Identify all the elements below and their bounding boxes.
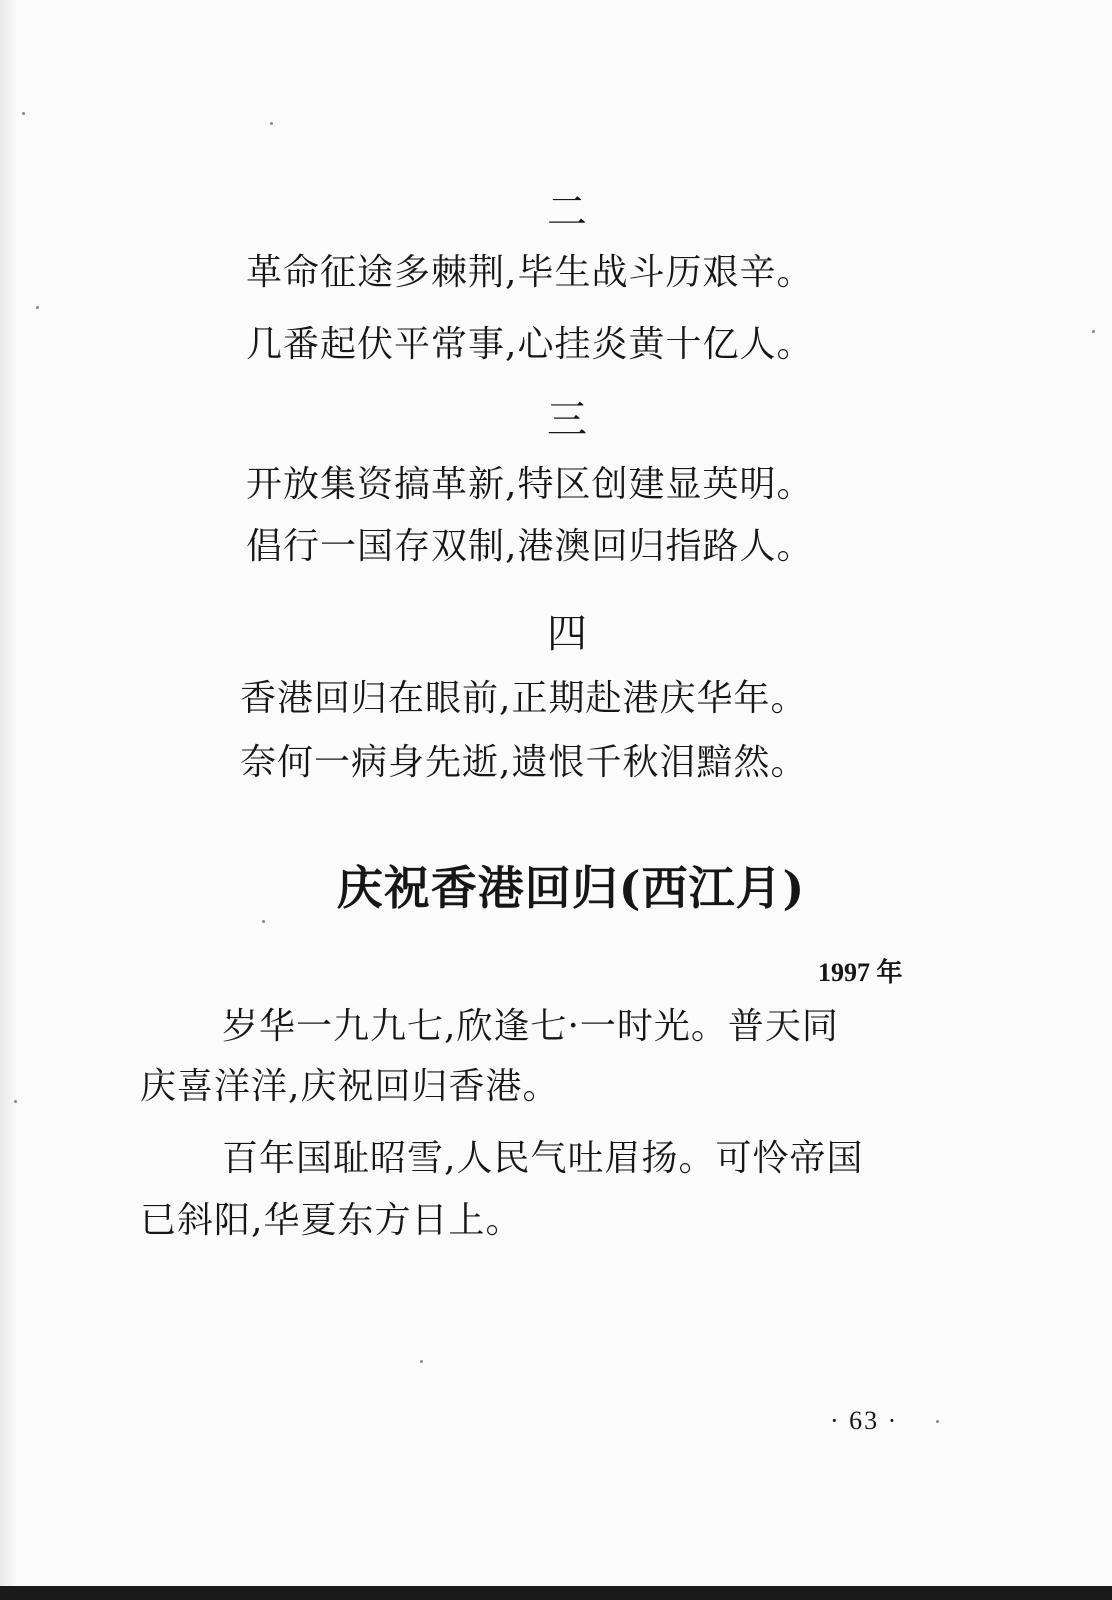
- scan-speck: [1092, 330, 1095, 333]
- page-left-shadow: [0, 0, 18, 1600]
- poem-year: 1997 年: [818, 958, 903, 987]
- scan-speck: [262, 920, 265, 923]
- verse-line: 奈何一病身先逝,遗恨千秋泪黯然。: [240, 742, 808, 783]
- scan-speck: [420, 1360, 423, 1363]
- paragraph-line: 庆喜洋洋,庆祝回归香港。: [140, 1066, 560, 1107]
- paragraph-line: 岁华一九九七,欣逢七·一时光。普天同: [222, 1006, 839, 1047]
- scan-speck: [36, 306, 39, 309]
- verse-line: 几番起伏平常事,心挂炎黄十亿人。: [246, 324, 814, 365]
- scan-speck: [936, 1420, 939, 1423]
- scan-speck: [22, 112, 25, 115]
- section-number: 四: [547, 611, 587, 657]
- paragraph-line: 已斜阳,华夏东方日上。: [140, 1200, 523, 1241]
- scan-speck: [270, 122, 273, 125]
- verse-line: 开放集资搞革新,特区创建显英明。: [246, 464, 814, 505]
- verse-line: 倡行一国存双制,港澳回归指路人。: [246, 526, 814, 567]
- page-number: · 63 ·: [830, 1406, 899, 1435]
- verse-line: 香港回归在眼前,正期赴港庆华年。: [240, 678, 808, 719]
- section-number: 二: [547, 189, 587, 235]
- section-number: 三: [547, 397, 587, 443]
- scan-speck: [14, 1100, 17, 1103]
- page-bottom-edge: [0, 1586, 1112, 1600]
- verse-line: 革命征途多棘荆,毕生战斗历艰辛。: [246, 252, 814, 293]
- paragraph-line: 百年国耻昭雪,人民气吐眉扬。可怜帝国: [222, 1138, 864, 1179]
- poem-title: 庆祝香港回归(西江月): [336, 861, 806, 915]
